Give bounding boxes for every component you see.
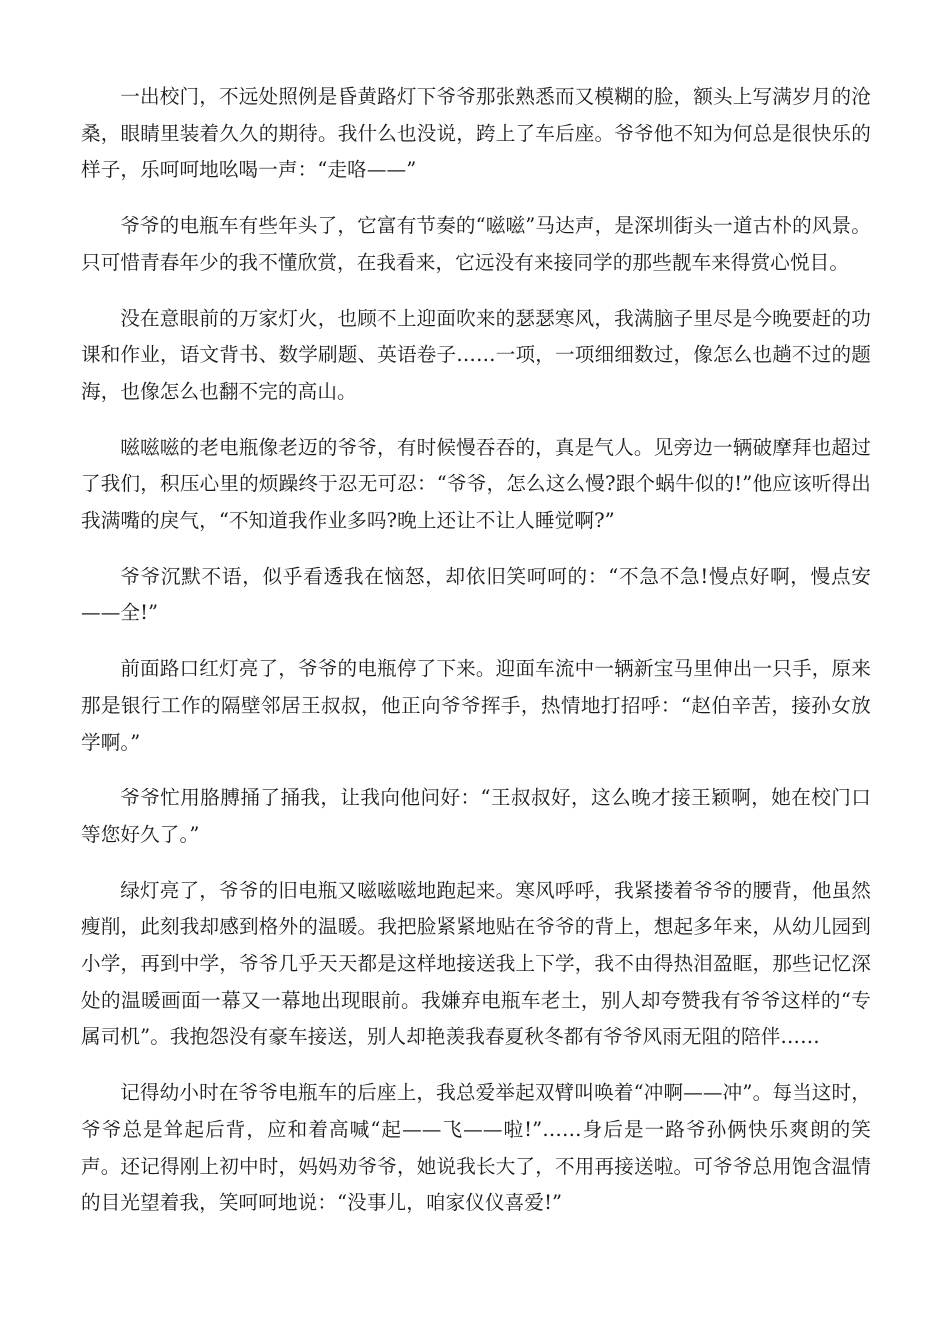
paragraph-9: 记得幼小时在爷爷电瓶车的后座上，我总爱举起双臂叫唤着“冲啊——冲”。每当这时，爷爷总是耸起后背，应和着高喊“起——飞——啦!”……身后是一路爷孙俩快乐爽朗的笑声。还记得刚上初中时，妈妈劝爷爷，她说我长大了，不用再接送啦。可爷爷总用饱含温情的目光望着我，笑呵呵地说：“没事儿，咱家仪仪喜爱!” — [81, 1081, 871, 1215]
paragraph-7: 爷爷忙用胳膊捅了捅我，让我向他问好：“王叔叔好，这么晚才接王颖啊，她在校门口等您好久了。” — [81, 786, 871, 846]
paragraph-8: 绿灯亮了，爷爷的旧电瓶又嗞嗞嗞地跑起来。寒风呼呼，我紧搂着爷爷的腰背，他虽然瘦削，此刻我却感到格外的温暖。我把脸紧紧地贴在爷爷的背上，想起多年来，从幼儿园到小学，再到中学，爷爷几乎天天都是这样地接送我上下学，我不由得热泪盈眶，那些记忆深处的温暖画面一幕又一幕地出现眼前。我嫌弃电瓶车老土，别人却夸赞我有爷爷这样的“专属司机”。我抱怨没有豪车接送，别人却艳羡我春夏秋冬都有爷爷风雨无阻的陪伴…… — [81, 878, 871, 1049]
paragraph-6: 前面路口红灯亮了，爷爷的电瓶停了下来。迎面车流中一辆新宝马里伸出一只手，原来那是银行工作的隔壁邻居王叔叔，他正向爷爷挥手，热情地打招呼：“赵伯辛苦，接孙女放学啊。” — [81, 657, 871, 754]
paragraph-5: 爷爷沉默不语，似乎看透我在恼怒，却依旧笑呵呵的：“不急不急!慢点好啊，慢点安——全!” — [81, 564, 871, 625]
essay-body — [81, 79, 871, 1222]
paragraph-4: 嗞嗞嗞的老电瓶像老迈的爷爷，有时候慢吞吞的，真是气人。见旁边一辆破摩拜也超过了我们，积压心里的烦躁终于忍无可忍：“爷爷，怎么这么慢?跟个蜗牛似的!”他应该听得出我满嘴的戾气，“不知道我作业多吗?晚上还让不让人睡觉啊?” — [81, 435, 871, 533]
paragraph-3: 没在意眼前的万家灯火，也顾不上迎面吹来的瑟瑟寒风，我满脑子里尽是今晚要赶的功课和作业，语文背书、数学刷题、英语卷子……一项，一项细细数过，像怎么也趟不过的题海，也像怎么也翻不完的高山。 — [81, 306, 871, 403]
paragraph-2: 爷爷的电瓶车有些年头了，它富有节奏的“嗞嗞”马达声，是深圳街头一道古朴的风景。只可惜青春年少的我不懂欣赏，在我看来，它远没有来接同学的那些靓车来得赏心悦目。 — [81, 214, 871, 274]
paragraph-1: 一出校门，不远处照例是昏黄路灯下爷爷那张熟悉而又模糊的脸，额头上写满岁月的沧桑，眼睛里装着久久的期待。我什么也没说，跨上了车后座。爷爷他不知为何总是很快乐的样子，乐呵呵地吆喝一声：“走咯——” — [81, 85, 871, 182]
